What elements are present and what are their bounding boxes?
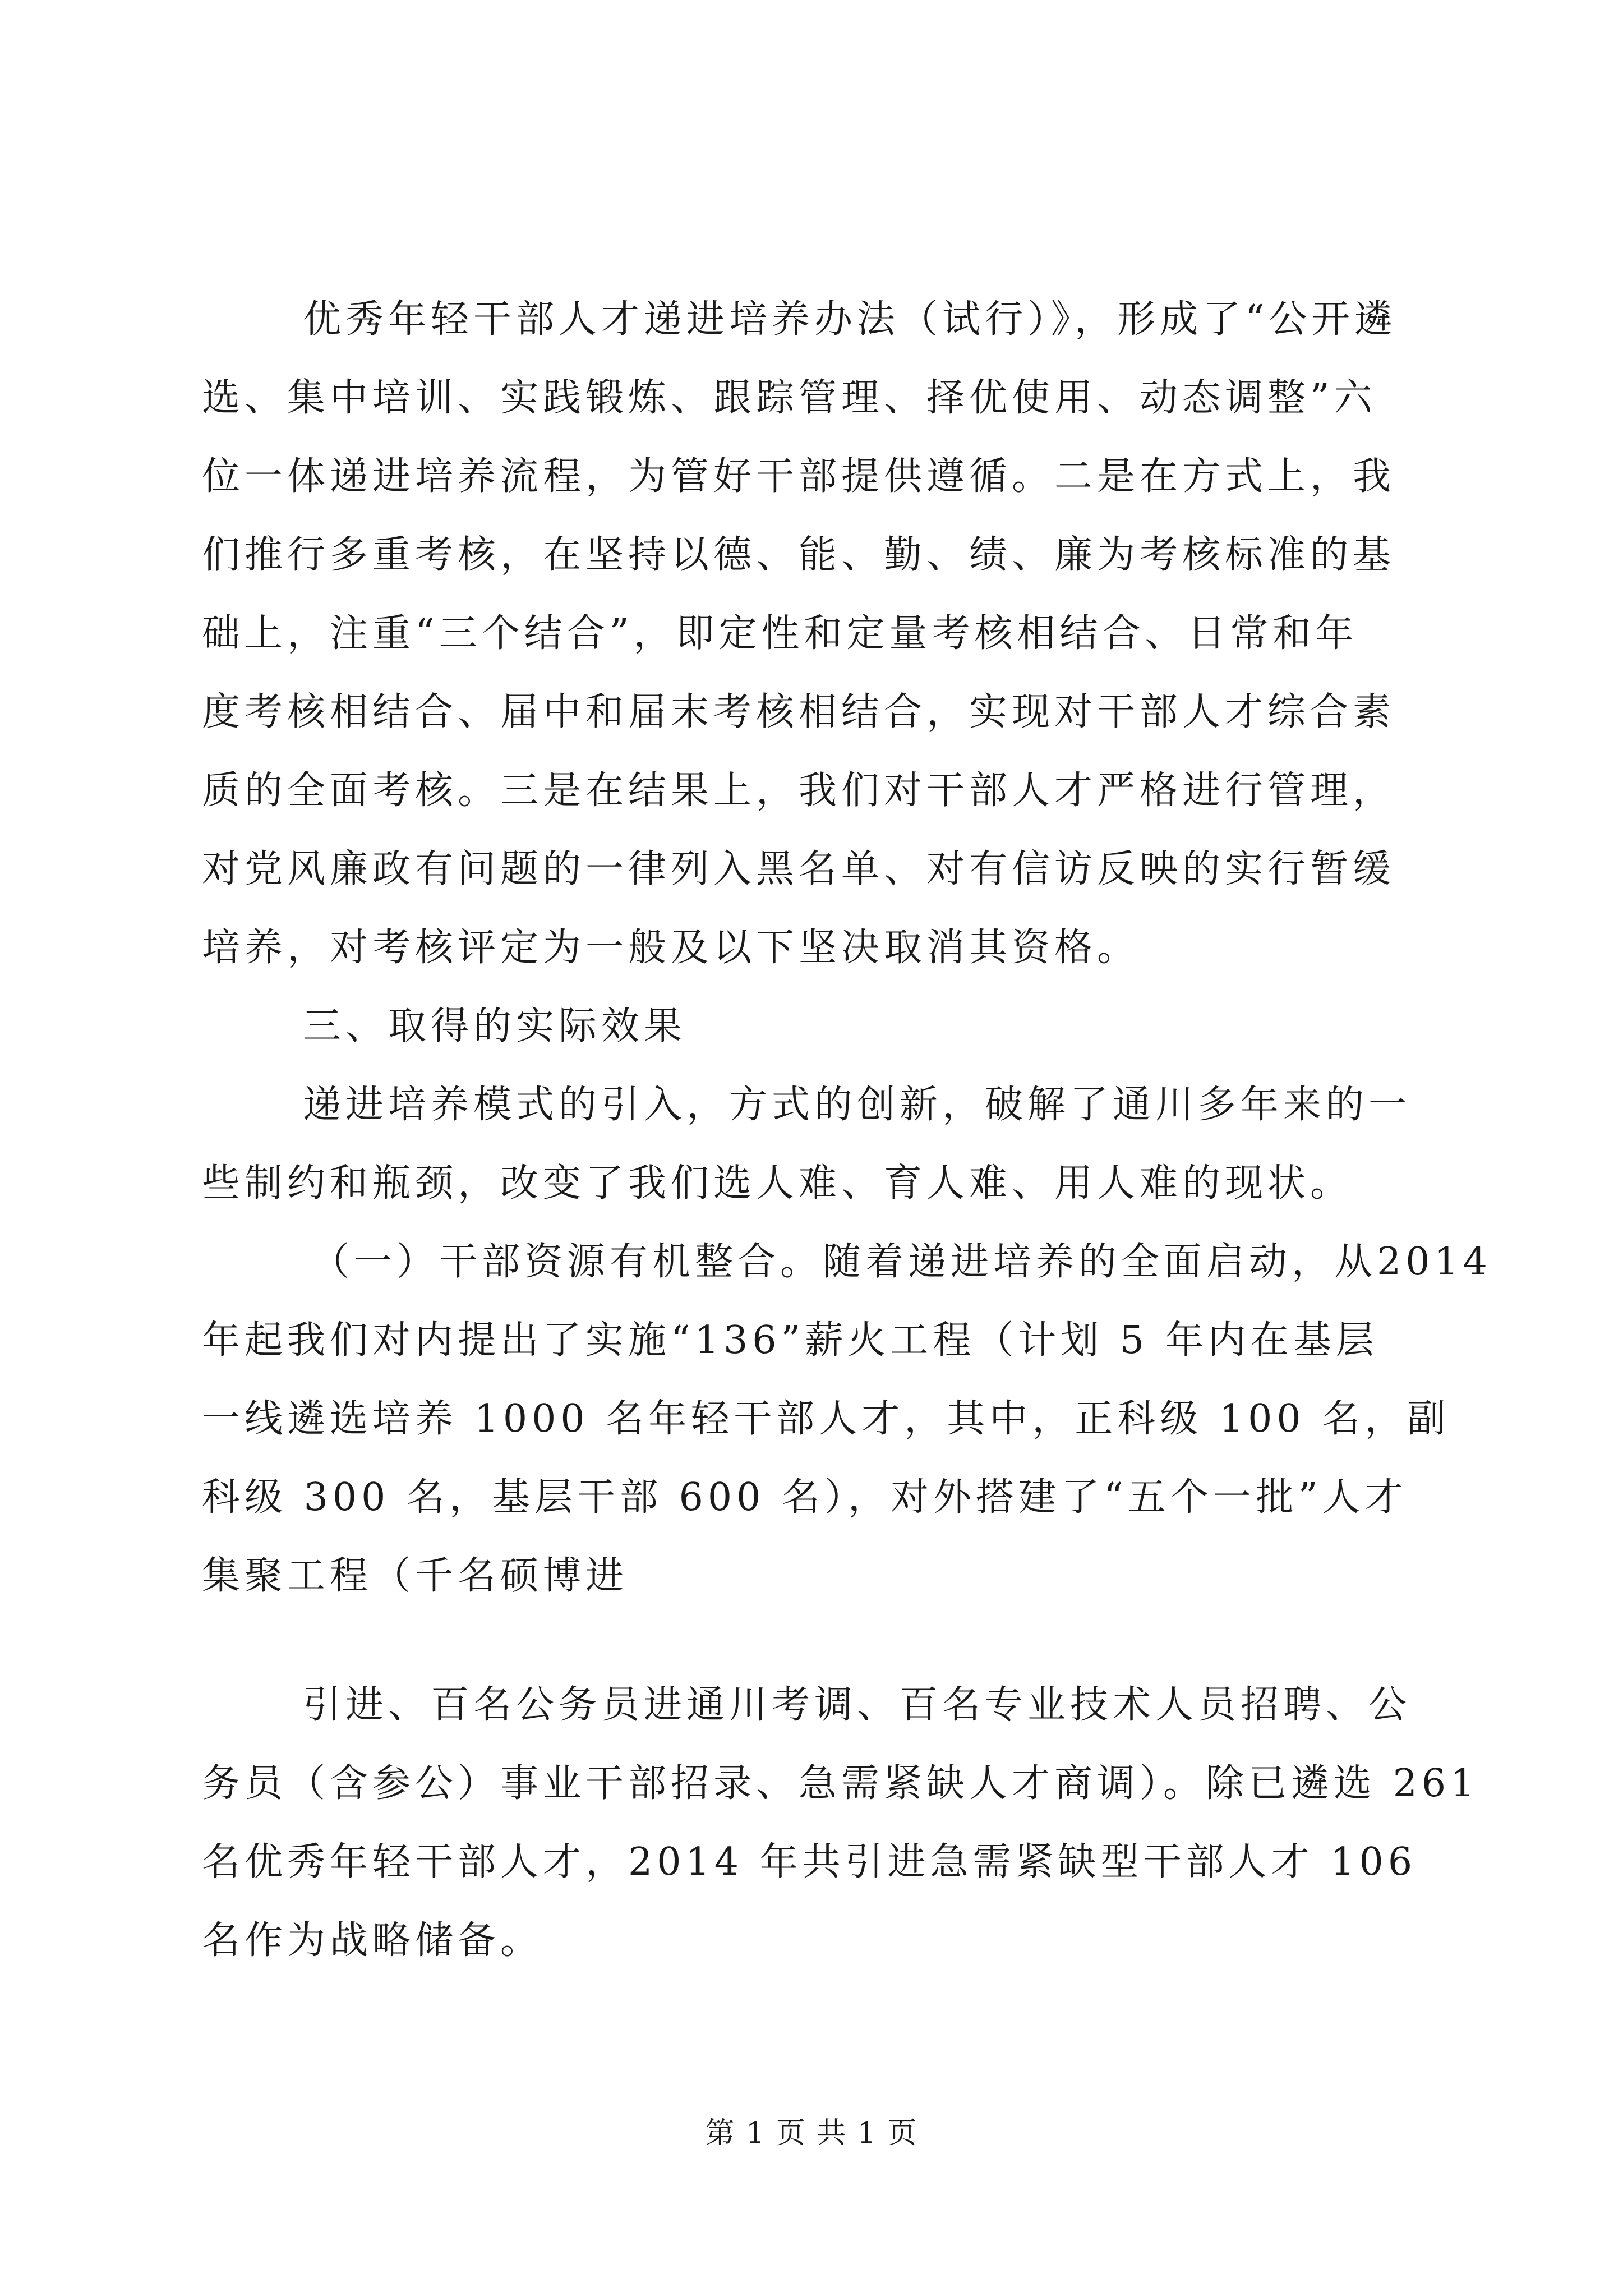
text-line: 度考核相结合、届中和届末考核相结合，实现对干部人才综合素 [202, 690, 1396, 734]
text-line: 位一体递进培养流程，为管好干部提供遵循。二是在方式上，我 [202, 454, 1396, 499]
text-line: 质的全面考核。三是在结果上，我们对干部人才严格进行管理， [202, 769, 1396, 813]
text-line: 优秀年轻干部人才递进培养办法（试行）》，形成了“公开遴 [303, 297, 1397, 342]
text-line: 集聚工程（千名硕博进 [202, 1554, 629, 1598]
text-line: 对党风廉政有问题的一律列入黑名单、对有信访反映的实行暂缓 [202, 847, 1396, 891]
text-line: 选、集中培训、实践锻炼、跟踪管理、择优使用、动态调整”六 [202, 376, 1377, 420]
text-line: 科级 300 名，基层干部 600 名），对外搭建了“五个一批”人才 [202, 1475, 1408, 1520]
text-line: 递进培养模式的引入，方式的创新，破解了通川多年来的一 [303, 1083, 1412, 1127]
text-line: 培养，对考核评定为一般及以下坚决取消其资格。 [202, 926, 1140, 970]
section-heading: 三、取得的实际效果 [303, 1004, 687, 1048]
text-line: 年起我们对内提出了实施“136”薪火工程（计划 5 年内在基层 [202, 1318, 1378, 1363]
text-line: 名优秀年轻干部人才，2014 年共引进急需紧缺型干部人才 106 [202, 1840, 1417, 1884]
text-line: 一线遴选培养 1000 名年轻干部人才，其中，正科级 100 名，副 [202, 1397, 1450, 1441]
text-line: 引进、百名公务员进通川考调、百名专业技术人员招聘、公 [303, 1683, 1412, 1727]
text-line: 务员（含参公）事业干部招录、急需紧缺人才商调）。除已遴选 261 [202, 1761, 1479, 1806]
text-line: 础上，注重“三个结合”，即定性和定量考核相结合、日常和年 [202, 611, 1358, 656]
text-line: 名作为战略储备。 [202, 1918, 543, 1963]
page-number-footer: 第 1 页 共 1 页 [705, 2116, 918, 2150]
text-line: （一）干部资源有机整合。随着递进培养的全面启动，从2014 [311, 1240, 1492, 1284]
text-line: 些制约和瓶颈，改变了我们选人难、育人难、用人难的现状。 [202, 1161, 1353, 1205]
text-line: 们推行多重考核，在坚持以德、能、勤、绩、廉为考核标准的基 [202, 533, 1396, 577]
